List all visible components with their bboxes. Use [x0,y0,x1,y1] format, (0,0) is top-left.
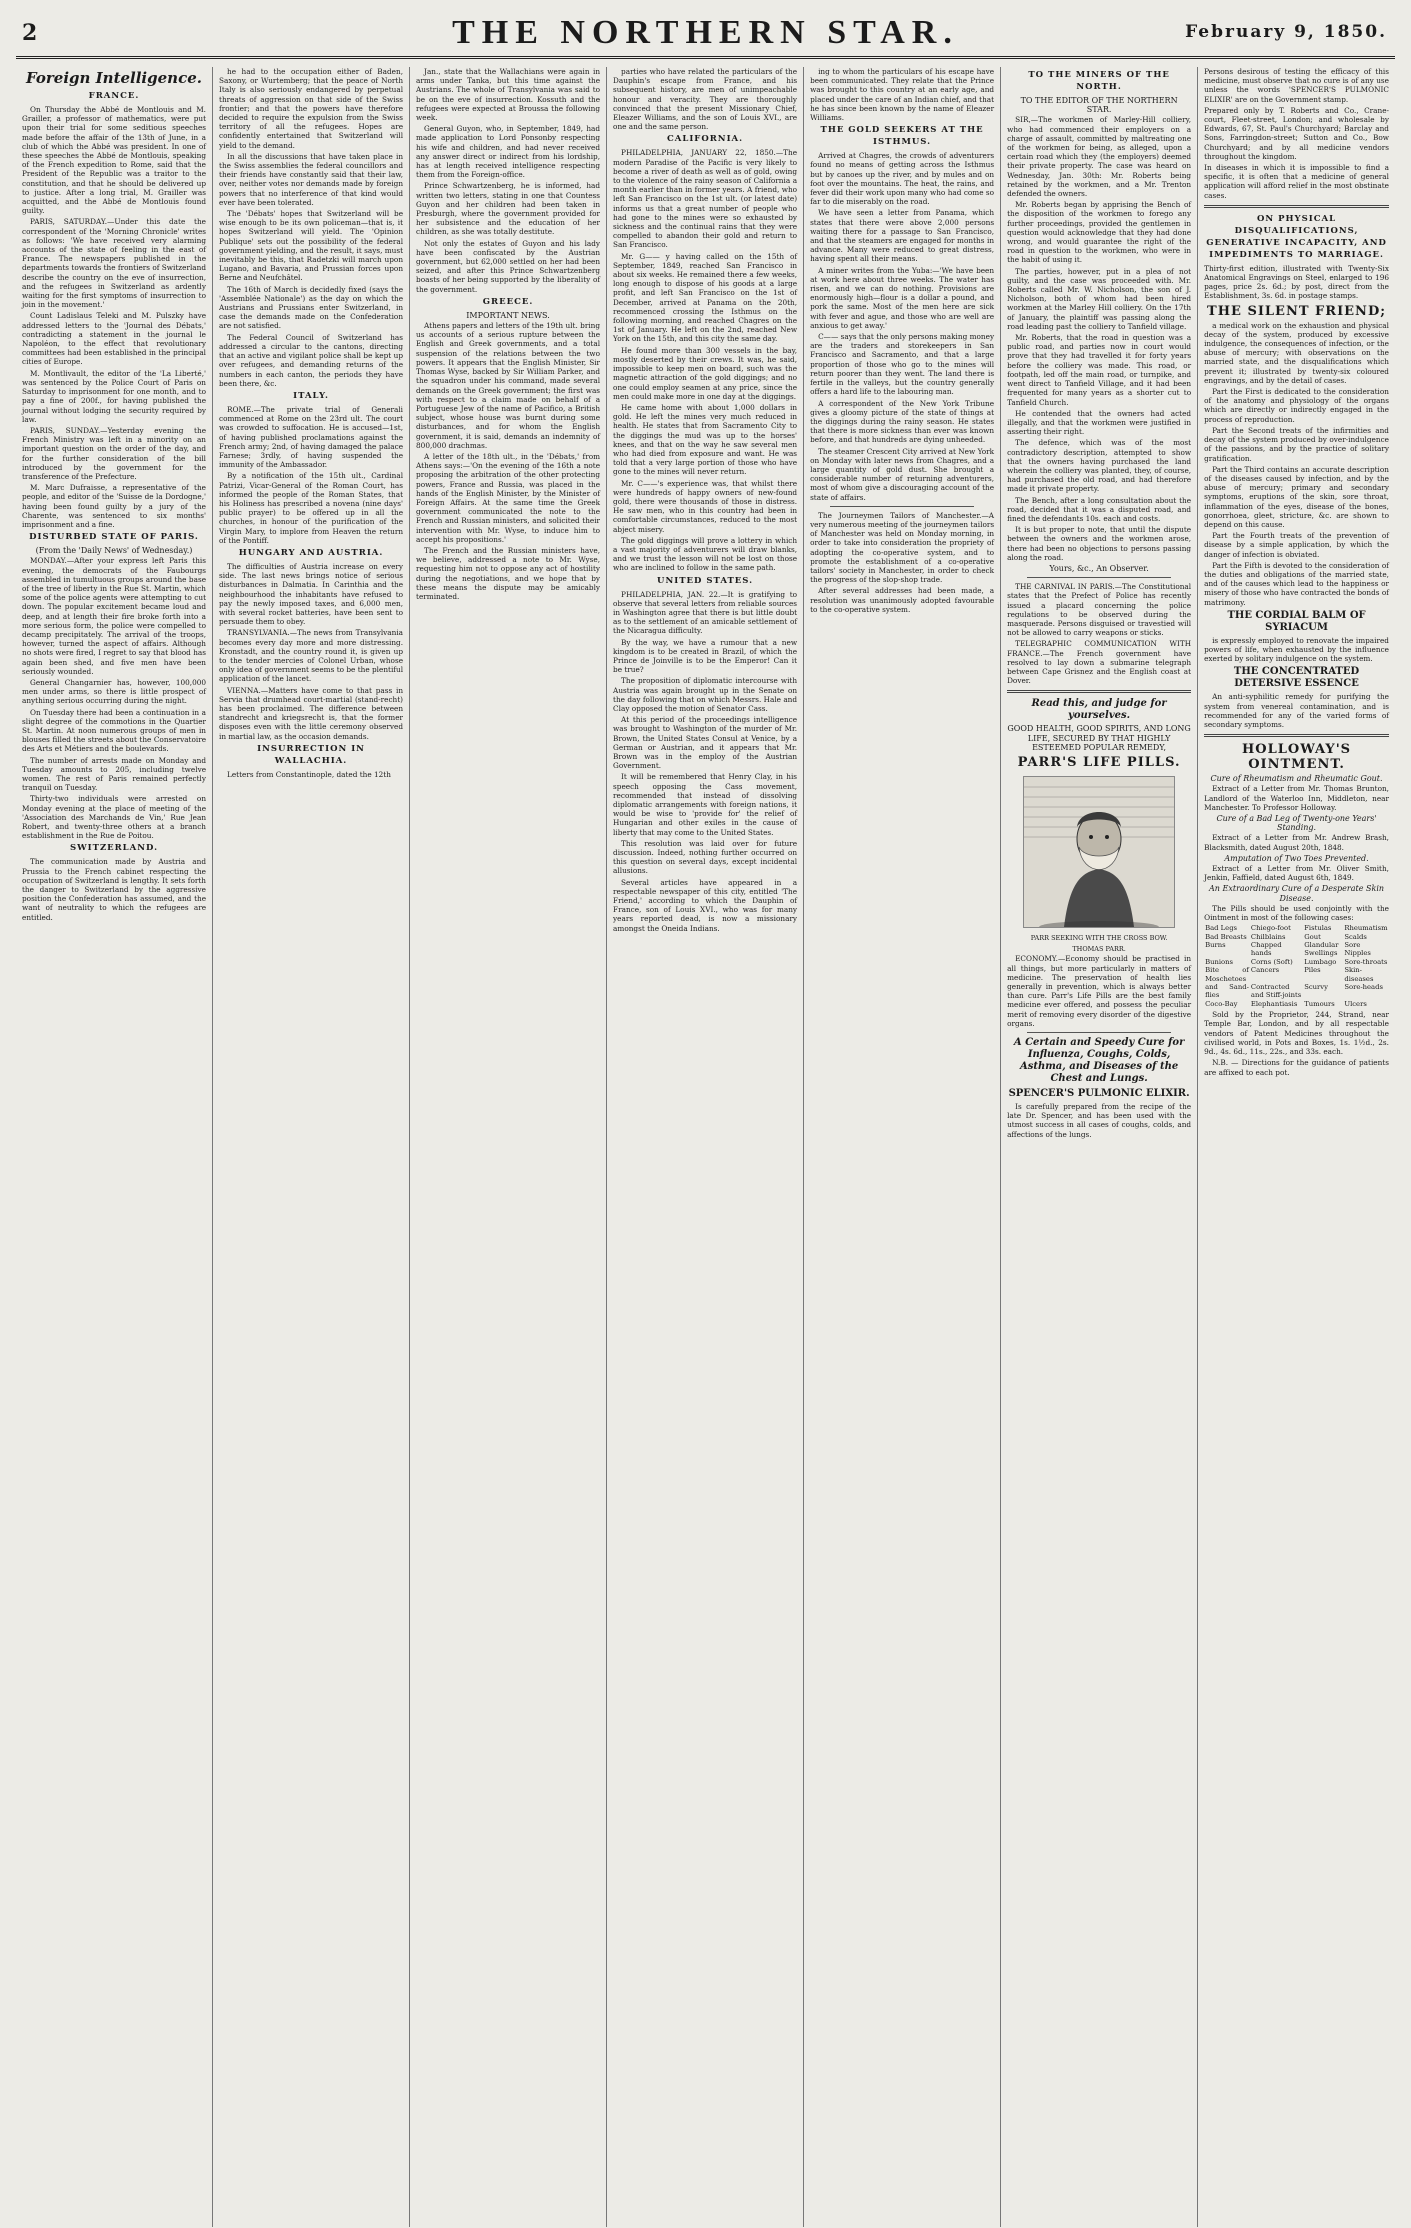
paragraph: TRANSYLVANIA.—The news from Transylvania becomes every day more and more distressing. Kronstadt, and the country round it, is given up to the tender mercies of Colonel Urban, whose only idea of government seems to be the plentiful application of the lancet. [219,628,404,684]
paragraph: VIENNA.—Matters have come to that pass in Servia that drumhead court-martial (stand-recht) has been proclaimed. The difference between standrecht and kriegsrecht is, that the former disposes even with the little ceremony observed in martial law, as the occasion demands. [219,685,404,741]
paragraph: ROME.—The private trial of Generali commenced at Rome on the 23rd ult. The court was crowded to suffocation. He is accused—1st, of having published proclamations against the French army; 2nd, of having damaged the palace Farnese; 3rdly, of having suspended the immunity of the Ambassador. [219,404,404,470]
paragraph: Count Ladislaus Teleki and M. Pulszky have addressed letters to the 'Journal des Débats,' contradicting a statement in the journal le Napoléon, to the effect that revolutionary committees had been established in the principal cities of Europe. [22,311,207,367]
divider [1204,734,1389,737]
paragraph: parties who have related the particulars of the Dauphin's escape from France, and his subsequent history, are men of unimpeachable honour and veracity. They are thoroughly convinced that the present Missionary Chief, Eleazer Williams, and the son of Louis XVI., are one and the same person. [613,67,798,132]
table-cell: Bad Breasts [1205,932,1247,941]
paragraph: Arrived at Chagres, the crowds of adventurers found no means of getting across the Isthmus but by canoes up the river, and by mules and on foot over the mountains. The heat, the rains, and fever did their work upon many who had come so far to die miserably on the road. [810,151,995,207]
table-cell: Sore-heads [1344,983,1383,992]
ad-paragraph: An anti-syphilitic remedy for purifying the system from venereal contamination, and is recommended for any of the varied forms of secondary symptoms. [1204,692,1389,729]
table-cell: Rheumatism [1344,924,1388,933]
section-heading: Foreign Intelligence. [26,69,202,87]
paragraph: A miner writes from the Yuba:—'We have been at work here about three weeks. The water has risen, and we can do nothing. Provisions are enormously high—flour is a dollar a pound, and pork the same. Most of the men here are sick with fever and ague, and those who are well are anxious to get away.' [810,265,995,330]
table-cell: Cancers [1250,966,1280,975]
column-3 [410,67,607,2227]
paragraph: The number of arrests made on Monday and Tuesday amounts to 205, including twelve women. The rest of Paris remained perfectly tranquil on Tuesday. [22,755,207,793]
ad-title: HOLLOWAY'S OINTMENT. [1242,742,1352,773]
paragraph: The communication made by Austria and Prussia to the French cabinet respecting the occupation of Switzerland is lengthy. It sets forth the danger to Switzerland by the aggressive position the Confederation has assumed, and the want of neutrality to which the refugees are entitled. [22,857,207,922]
paragraph: TELEGRAPHIC COMMUNICATION WITH FRANCE.—The French government have resolved to lay down a submarine telegraph between Cape Grisnez and the English coast at Dover. [1007,639,1192,686]
paragraph: He came home with about 1,000 dollars in gold. He left the mines very much reduced in health. He states that from Sacramento City to the diggings the mud was up to the horses' knees, and that on the way he saw several men who had died from exposure and want. He was told that a very large portion of those who have gone to the mines will never return. [613,402,798,477]
paragraph: Athens papers and letters of the 19th ult. bring us accounts of a serious rupture between the English and Greek governments, and a total suspension of the relations between the two powers. It appears that the English Minister, Sir Thomas Wyse, backed by Sir William Parker, and the squadron under his command, made several demands on the Greek government; the first was with respect to a claim made on behalf of a Portuguese Jew of the name of Pacifico, a British subject, whose house was burnt during some disturbances, and for whom the English government, it is said, demands an indemnity of 800,000 drachmas. [416,321,601,450]
paragraph: By the way, we have a rumour that a new kingdom is to be created in Brazil, of which the Prince de Joinville is to be the Emperor! Can it be true? [613,637,798,675]
table-cell: Chapped hands [1250,941,1282,958]
article-heading: FRANCE. [88,91,140,101]
ad-paragraph: Extract of a Letter from Mr. Andrew Brash, Blacksmith, dated August 20th, 1848. [1204,833,1389,852]
table-cell: Fistulas [1304,924,1332,933]
ad-title: THE CONCENTRATED DETERSIVE ESSENCE [1233,666,1360,690]
paragraph: MONDAY.—After your express left Paris this evening, the democrats of the Faubourgs assembled in tumultuous groups around the base of the tree of liberty in the Rue St. Martin, which some of the police agents were attempting to cut down. The popular excitement became loud and deep, and at length their fire broke forth into a more serious form, the police were compelled to decamp precipitately. The arrival of the troops, however, turned the aspect of affairs. Although no shots were fired, I regret to say that blood has again been shed, and five men have been seriously wounded. [22,556,207,676]
paragraph: The gold diggings will prove a lottery in which a vast majority of adventurers will draw blanks, and we trust the lesson will not be lost on those who are inclined to follow in the same path. [613,535,798,573]
ad-paragraph: N.B. — Directions for the guidance of patients are affixed to each pot. [1204,1058,1389,1077]
paragraph: ing to whom the particulars of his escape have been communicated. They relate that the Prince was brought to this country at an early age, and placed under the care of an Indian chief, and that he has since been known by the name of Eleazer Williams. [810,67,995,123]
paragraph: A correspondent of the New York Tribune gives a gloomy picture of the state of things at the diggings during the rainy season. He states that there is more sickness than ever was known before, and that hundreds are dying unheeded. [810,398,995,445]
paragraph: A letter of the 18th ult., in the 'Débats,' from Athens says:—'On the evening of the 16th a note proposing the arbitration of the other protecting powers, France and Russia, was placed in the hands of the English Minister, by the Minister of Foreign Affairs. At the same time the Greek government communicated the note to the French and Russian ministers, and solicited their intervention with Mr. Wyse, to induce him to accept his propositions.' [416,451,601,544]
table-cell: Bad Legs [1205,924,1238,933]
paragraph: Jan., state that the Wallachians were again in arms under Tanka, but this time against the Austrians. The whole of Transylvania was said to be on the eve of insurrection. Kossuth and the refugees were expected at Broussa the following week. [416,67,601,123]
table-row [1204,983,1389,1000]
article-heading: DISTURBED STATE OF PARIS. [29,532,199,543]
paragraph: This resolution was laid over for future discussion. Indeed, nothing further occurred on this question on several days, except incidental allusions. [613,838,798,876]
ad-subheading: An Extraordinary Cure of a Desperate Skin Disease. [1209,884,1385,903]
paragraph: The 'Débats' hopes that Switzerland will be wise enough to be its own policeman—that is, it hopes Switzerland will yield. The 'Opinion Publique' sets out the possibility of the federal government yielding, and the result, it says, must inevitably be this, that Radetzki will march upon Lugano, and Bavaria, and Prussian forces upon Berne and Neufchâtel. [219,209,404,283]
ad-paragraph: The Pills should be used conjointly with the Ointment in most of the following cases: [1204,903,1389,923]
divider [1204,205,1389,208]
paragraph: he had to the occupation either of Baden, Saxony, or Wurtemberg; that the peace of North Italy is also seriously endangered by perpetual threats of aggression on that side of the Swiss frontier; and that the powers have therefore decided to require the expulsion from the Swiss territory of all the refugees. Hopes are confidently entertained that Switzerland will yield to the demand. [219,67,404,150]
table-cell: Corns (Soft) [1250,957,1293,966]
letter-signature: Yours, &c., An Observer. [1049,563,1149,573]
source-line: (From the 'Daily News' of Wednesday.) [35,546,193,556]
table-cell: Scurvy [1304,983,1328,992]
divider [1027,1032,1171,1033]
ad-paragraph: Part the First is dedicated to the consideration of the anatomy and physiology of the organs which are directly or indirectly engaged in the process of reproduction. [1204,387,1389,424]
article-heading: CALIFORNIA. [666,134,744,145]
ad-paragraph: is expressly employed to renovate the impaired powers of life, when exhausted by the influence exerted by solitary indulgence on the system. [1204,635,1389,664]
paragraph: Mr. Roberts began by apprising the Bench of the disposition of the workmen to forego any further proceedings, provided the gentlemen in question would acknowledge that they had done wrong, and would guarantee the right of the road in question to the workmen, who were in the habit of using it. [1007,200,1192,265]
paragraph: He contended that the owners had acted illegally, and that the workmen were justified in asserting their right. [1007,408,1192,437]
paragraph: By a notification of the 15th ult., Cardinal Patrizi, Vicar-General of the Roman Court, has informed the people of the Roman States, that his Holiness has prescribed a novena (nine days' public prayer) to be offered up in all the churches, in honour of the purification of the Virgin Mary, to implore from Heaven the return of the Pontiff. [219,471,404,545]
divider [1027,577,1171,578]
paragraph: In all the discussions that have taken place in the Swiss assemblies the federal councillors and their friends have constantly said that their law, over, neither votes nor demands made by foreign powers that no interference of that kind would ever have been tolerated. [219,151,404,207]
paragraph: Mr. Roberts, that the road in question was a public road, and parties now in court would prove that they had travelled it for forty years before the colliery was made. This road, or footpath, led off the main road, or turnpike, and went direct to Tanfield Village, and it had been frequented for many years as a shorter cut to Tanfield Church. [1007,333,1192,407]
table-cell: Piles [1304,966,1321,975]
table-cell: Scalds [1344,932,1367,941]
table-row [1204,958,1389,966]
column-7 [1198,67,1395,2227]
ad-paragraph: Persons desirous of testing the efficacy of this medicine, must observe that no cure is of any use unless the words 'SPENCER'S PULMONIC ELIXIR' are on the Government stamp. [1204,67,1389,104]
paragraph: We have seen a letter from Panama, which states that there were above 2,000 persons waiting there for a passage to San Francisco, and that the steamers are engaged for months in advance. Many were reduced to great distress, having spent all their means. [810,208,995,264]
ad-paragraph: Extract of a Letter from Mr. Thomas Brunton, Landlord of the Waterloo Inn, Middleton, near Manchester. To Professor Holloway. [1204,784,1389,812]
table-cell: Burns [1205,941,1226,950]
ad-heading: Read this, and judge for yourselves. [1031,698,1167,722]
column-6 [1001,67,1198,2227]
divider [830,506,974,507]
paragraph: Mr. C——'s experience was, that whilst there were hundreds of happy owners of new-found gold, there were thousands of those in distress. He saw men, who in this country had been in comfortable circumstances, reduced to the most abject misery. [613,478,798,534]
table-row [1204,924,1389,932]
article-heading: GREECE. [482,296,534,307]
paragraph: He found more than 300 vessels in the bay, mostly deserted by their crews. It was, he said, impossible to keep men on board, such was the magnetic attraction of the gold diggings; and no one could employ seamen at any price, since the men could make more in one day at the diggings. [613,345,798,401]
paragraph: PARIS, SUNDAY.—Yesterday evening the French Ministry was left in a minority on an important question on the order of the day, and for the further consideration of the bill introduced by the government for the transference of the Prefecture. [22,425,207,481]
table-cell: Chiego-foot [1250,924,1291,933]
paragraph: Several articles have appeared in a respectable newspaper of this city, entitled 'The Friend,' according to which the Dauphin of France, son of Louis XVI., who was for many years reported dead, is now a missionary amongst the Oneida Indians. [613,877,798,933]
subheading: IMPORTANT NEWS. [466,310,550,320]
table-row [1204,966,1389,983]
table-cell: Bunions [1205,957,1233,966]
table-row [1204,933,1389,941]
article-heading: THE GOLD SEEKERS AT THE ISTHMUS. [820,125,984,148]
ad-paragraph: Sold by the Proprietor, 244, Strand, near Temple Bar, London, and by all respectable vendors of Patent Medicines throughout the civilised world, in Pots and Boxes, 1s. 1½d., 2s. 9d., 4s. 6d., 11s., 22s., and 33s. each. [1204,1010,1389,1057]
masthead [16,10,1395,59]
table-cell: Glandular Swellings [1304,941,1339,958]
paragraph: Mr. G—— y having called on the 15th of September, 1849, reached San Francisco in about six weeks. He remained there a few weeks, long enough to dispose of his goods at a large profit, and left San Francisco on the 1st of December, arrived at Panama on the 20th, recommenced crossing the Isthmus on the following morning, and reached Chagres on the 1st of January. He left on the 2nd, reached New York on the 15th, and this city the same day. [613,251,798,344]
table-row [1204,941,1389,958]
article-heading: UNITED STATES. [657,575,754,586]
table-cell: Lumbago [1304,957,1337,966]
ad-heading: ON PHYSICAL DISQUALIFICATIONS, GENERATIVE INCAPACITY, AND IMPEDIMENTS TO MARRIAGE. [1206,213,1387,260]
ad-title: SPENCER'S PULMONIC ELIXIR. [1008,1088,1190,1100]
column-2 [213,67,410,2227]
paragraph: M. Montlivault, the editor of the 'La Liberté,' was sentenced by the Police Court of Paris on Saturday to imprisonment for one month, and to pay a fine of 200f., for having published the journal without lodging the security required by law. [22,368,207,424]
ad-heading: A Certain and Speedy Cure for Influenza, Coughs, Colds, Asthma, and Diseases of the Chest and Lungs. [1013,1037,1185,1085]
paragraph: PHILADELPHIA, JANUARY 22, 1850.—The modern Paradise of the Pacific is very likely to become a river of death as well as of gold, owing to the violence of the rainy season of California a month earlier than in former years. A friend, who left San Francisco on the 1st ult. (or latest date) informs us that a great number of people who had gone to the mines were so exhausted by sickness and the continual rains that they were compelled to abandon their gold and return to San Francisco. [613,148,798,250]
article-heading: SWITZERLAND. [69,843,159,854]
ad-paragraph: Part the Fourth treats of the prevention of disease by a simple application, by which the danger of infection is obviated. [1204,531,1389,559]
table-cell: Chilblains [1250,932,1286,941]
paragraph: M. Marc Dufraisse, a representative of the people, and editor of the 'Suisse de la Dordogne,' having been found guilty by a jury of the Charente, was sentenced to six months' imprisonment and a fine. [22,483,207,529]
paragraph: The Journeymen Tailors of Manchester.—A very numerous meeting of the journeymen tailors of Manchester was held on Monday morning, in order to take into consideration the propriety of adopting the co-operative system, and to promote the establishment of a co-operative tailors' society in Manchester, in order to check the progress of the slop-shop trade. [810,510,995,585]
paragraph: After several addresses had been made, a resolution was unanimously adopted favourable to the co-operative system. [810,586,995,614]
paragraph: On Thursday the Abbé de Montlouis and M. Grailler, a professor of mathematics, were put upon their trial for some seditious speeches made before the affair of the 13th of June, in a club of which the Abbé was president. In one of these speeches the Abbé de Montlouis, speaking of the French expedition to Rome, said that the President of the Republic was a traitor to the constitution, and that he should be delivered up to justice. After a long trial, M. Grailler was acquitted, and the Abbé de Montlouis found guilty. [22,105,207,216]
paragraph: Prince Schwartzenberg, he is informed, had written two letters, stating in one that Countess Guyon and her children had been taken in Presburgh, where the government provided for her subsistence and the education of her children, as she was totally destitute. [416,181,601,237]
ad-title: THE SILENT FRIEND; [1207,303,1387,319]
ad-subheading: Cure of Rheumatism and Rheumatic Gout. [1210,774,1383,784]
paragraph: THE CARNIVAL IN PARIS.—The Constitutional states that the Prefect of Police has recently issued a placard concerning the police regulations to be observed during the masquerade. Persons disguised or travestied will not be allowed to carry weapons or sticks. [1007,582,1192,638]
column-1 [16,67,213,2227]
table-cell: Sore Nipples [1344,941,1371,958]
column-4 [607,67,804,2227]
ad-title: PARR'S LIFE PILLS. [1017,755,1181,770]
paragraph: The difficulties of Austria increase on every side. The last news brings notice of serious disturbances in Dalmatia. In Carinthia and the neighbourhood the inhabitants have refused to pay the newly imposed taxes, and 6,000 men, with several rocket batteries, have been sent to persuade them to obey. [219,561,404,627]
old-man-portrait-icon [1024,777,1174,927]
ad-paragraph: In diseases in which it is impossible to find a specific, it is often that a medicine of general application will afford relief in the most obstinate cases. [1204,163,1389,200]
ad-paragraph: Extract of a Letter from Mr. Oliver Smith, Jenkin, Faffield, dated August 6th, 1849. [1204,864,1389,883]
paragraph: Not only the estates of Guyon and his lady have been confiscated by the Austrian government, but 62,000 settled on her had been seized, and after this Prince Schwartzenberg boasts of her being supported by the liberality of the government. [416,238,601,294]
letter-subheading: TO THE EDITOR OF THE NORTHERN STAR. [1020,96,1178,115]
paragraph: SIR,—The workmen of Marley-Hill colliery, who had commenced their employers on a charge of assault, committed by maltreating one of the workmen for being, as alleged, upon a certain road which they (the employers) deemed their private property. The case was heard on Wednesday, Jan. 30th: Mr. Roberts being retained by the workmen, and a Mr. Trenton defended the owners. [1007,115,1192,199]
paragraph: The steamer Crescent City arrived at New York on Monday with later news from Chagres, and a large quantity of gold dust. She brought a considerable number of returning adventurers, most of whom give a discouraging account of the state of affairs. [810,446,995,502]
ad-paragraph: Is carefully prepared from the recipe of the late Dr. Spencer, and has been used with the utmost success in all cases of coughs, colds, and affections of the lungs. [1007,1102,1192,1139]
ad-subheading: Cure of a Bad Leg of Twenty-one Years' Standing. [1216,813,1377,833]
newspaper-title: THE NORTHERN STAR. [452,14,959,51]
ad-paragraph: Part the Second treats of the infirmities and decay of the system produced by over-indulgence of the passions, and by the practice of solitary gratification. [1204,425,1389,463]
paragraph: It will be remembered that Henry Clay, in his speech opposing the Cass movement, recommended that instead of dissolving diplomatic arrangements with foreign nations, it would be wise to 'provide for' the relief of Hungarian and other exiles in the cause of liberty that may come to the United States. [613,772,798,837]
paragraph: General Changarnier has, however, 100,000 men under arms, so there is little prospect of anything serious occurring during the night. [22,677,207,706]
ad-paragraph: ECONOMY.—Economy should be practised in all things, but more particularly in matters of medicine. The preservation of health lies generally in prevention, which is always better than cure. Parr's Life Pills are the best family medicine ever offered, and possess the peculiar merit of removing every disorder of the digestive organs. [1007,954,1192,1028]
ad-paragraph: Thirty-first edition, illustrated with Twenty-Six Anatomical Engravings on Steel, enlarged to 196 pages, price 2s. 6d.; by post, direct from the Establishment, 3s. 6d. in postage stamps. [1204,263,1389,301]
paragraph: The parties, however, put in a plea of not guilty, and the case was proceeded with. Mr. Roberts called Mr. W. Nicholson, the son of J. Nicholson, both of whom had been hired workmen at the Marley Hill colliery. On the 17th of January, the plaintiff was passing along the road leading past the colliery to Tanfield village. [1007,266,1192,331]
paragraph: The proposition of diplomatic intercourse with Austria was again brought up in the Senate on the day following that on which Messrs. Hale and Clay opposed the motion of Senator Cass. [613,676,798,713]
table-cell: Gout [1304,932,1321,941]
issue-date: February 9, 1850. [1185,22,1387,42]
paragraph: Thirty-two individuals were arrested on Monday evening at the place of meeting of the 'Association des Marchands de Vin,' Rue Jean Robert, and twenty-three others at a branch establishment in the Rue de Poitou. [22,794,207,841]
table-cell: Tumours [1304,999,1335,1008]
table-cell: and Sand-flies [1205,983,1249,1000]
ad-paragraph: Prepared only by T. Roberts and Co., Crane-court, Fleet-street, London; and wholesale by Edwards, 67, St. Paul's Churchyard; Barclay and Sons, Farringdon-street; Sutton and Co., Bow Churchyard; and by all medicine vendors throughout the kingdom. [1204,105,1389,161]
article-heading: HUNGARY AND AUSTRIA. [238,547,384,558]
paragraph: C—— says that the only persons making money are the traders and storekeepers in San Francisco and Sacramento, and that a large proportion of those who go to the mines will return poorer than they went. The land there is fertile in the valleys, but the country generally offers a hard life to the labouring man. [810,332,995,397]
ad-paragraph: Part the Fifth is devoted to the consideration of the duties and obligations of the married state, and of the causes which lead to the happiness or misery of those who have contracted the bonds of matrimony. [1204,560,1389,607]
paragraph: On Tuesday there had been a continuation in a slight degree of the commotions in the Quartier St. Martin. At noon numerous groups of men in blouses filled the streets about the Conservatoire des Arts et Métiers and the boulevards. [22,707,207,754]
table-cell: Sore-throats [1344,957,1388,966]
ad-title: THE CORDIAL BALM OF SYRIACUM [1227,609,1366,633]
paragraph: At this period of the proceedings intelligence was brought to Washington of the murder of Mr. Brown, the United States Consul at Venice, by a German or Austrian, and it appears that Mr. Brown was in the employ of the Austrian Government. [613,715,798,771]
paragraph: The Federal Council of Switzerland has addressed a circular to the cantons, directing that an active and vigilant police shall be kept up over refugees, and demanding returns of the numbers in each canton, the periods they have been there, &c. [219,332,404,388]
column-5 [804,67,1001,2227]
ad-subheading: Amputation of Two Toes Prevented. [1224,853,1369,863]
columns [16,67,1395,2227]
paragraph: Letters from Constantinople, dated the 12th [227,769,391,779]
divider [1007,690,1191,693]
paragraph: The Bench, after a long consultation about the road, decided that it was a disputed road, and fined the defendants 10s. each and costs. [1007,495,1192,523]
portrait-engraving [1023,776,1175,928]
page-number: 2 [22,20,38,46]
paragraph: General Guyon, who, in September, 1849, had made application to Lord Ponsonby respecting his wife and children, and had never received any answer direct or indirect from his lordship, has at length received intelligence respecting them from the Foreign-office. [416,124,601,180]
paragraph: PARIS, SATURDAY.—Under this date the correspondent of the 'Morning Chronicle' writes as follows: 'We have received very alarming accounts of the state of feeling in the east of France. The newspapers published in the departments towards the frontiers of Switzerland describe the country on the eve of insurrection, and the refugees in Switzerland as ardently waiting for the first symptoms of insurrection to join in the movement.' [22,217,207,310]
ailments-table [1204,924,1389,1008]
table-cell: Ulcers [1344,999,1367,1008]
letter-heading: TO THE MINERS OF THE NORTH. [1028,70,1170,92]
paragraph: It is but proper to note, that until the dispute between the owners and the workmen arose, there had been no objections to persons passing along the road. [1007,525,1192,562]
figure-caption: PARR SEEKING WITH THE CROSS BOW. [1030,934,1168,942]
article-heading: INSURRECTION IN WALLACHIA. [257,743,365,766]
figure-caption: THOMAS PARR. [1072,945,1126,954]
paragraph: PHILADELPHIA, JAN. 22.—It is gratifying to observe that several letters from reliable sources in Washington agree that there is but little doubt as to the settlement of an amicable settlement of the Nicaragua difficulty. [613,589,798,636]
paragraph: The French and the Russian ministers have, we believe, addressed a note to Mr. Wyse, requesting him not to oppose any act of hostility during the negotiations, and we hope that by these means the dispute may be amicably terminated. [416,545,601,601]
ad-paragraph: a medical work on the exhaustion and physical decay of the system, produced by excessive indulgence, the consequences of infection, or the abuse of mercury; with observations on the married state, and the disqualifications which prevent it; illustrated by twenty-six coloured engravings, and by the detail of cases. [1204,320,1389,385]
table-cell: Bite of Moschetoes [1205,966,1249,983]
paragraph: The defence, which was of the most contradictory description, attempted to show that the owners having purchased the land wherein the colliery was planted, they, of course, had purchased the old road, and had therefore made it private property. [1007,438,1192,494]
table-cell: Elephantiasis [1250,999,1298,1008]
table-cell: Contracted and Stiff-joints [1250,983,1302,1000]
table-row [1204,1000,1389,1008]
ad-subheading: GOOD HEALTH, GOOD SPIRITS, AND LONG LIFE, SECURED BY THAT HIGHLY ESTEEMED POPULAR REMEDY, [1007,724,1191,752]
article-heading: ITALY. [293,390,329,401]
paragraph: The 16th of March is decidedly fixed (says the 'Assemblée Nationale') as the day on which the Austrians and Prussians enter Switzerland, in case the demands made on the Confederation are not satisfied. [219,284,404,331]
ad-paragraph: Part the Third contains an accurate description of the diseases caused by infection, and by the abuse of mercury; primary and secondary symptoms, eruptions of the skin, sore throat, inflammation of the eyes, disease of the bones, gonorrhoea, gleet, stricture, &c. are shown to depend on this cause. [1204,464,1389,529]
table-cell: Skin-diseases [1344,966,1374,983]
table-cell: Coco-Bay [1205,999,1238,1008]
